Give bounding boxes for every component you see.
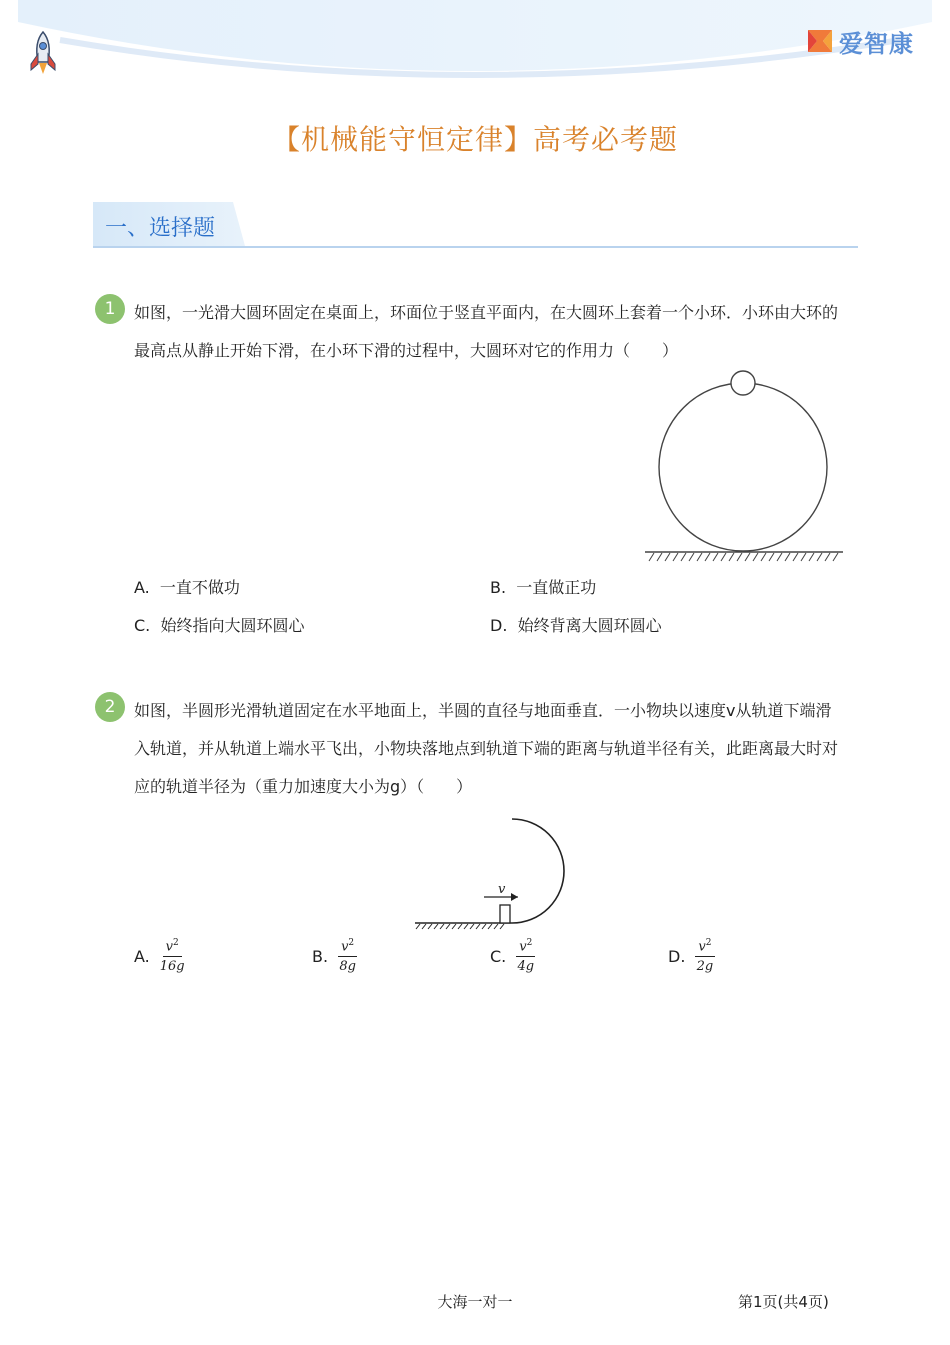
- fraction: [338, 938, 357, 974]
- brand-logo: [805, 24, 925, 58]
- option-a[interactable]: [134, 938, 185, 974]
- option-text: 一直做正功: [516, 578, 597, 597]
- fraction: [516, 938, 535, 974]
- document-title: 【机械能守恒定律】高考必考题: [271, 123, 678, 156]
- option-label: D.: [668, 946, 686, 966]
- numerator: v: [341, 939, 349, 955]
- denominator: 8g: [339, 959, 356, 975]
- option-b[interactable]: [490, 575, 596, 598]
- fraction: [695, 938, 714, 974]
- option-c[interactable]: [134, 613, 304, 636]
- ring-on-table-figure: [640, 365, 850, 565]
- option-label: C.: [490, 946, 507, 966]
- option-b[interactable]: [312, 938, 357, 974]
- exponent: 2: [348, 938, 355, 948]
- option-label: D.: [490, 616, 508, 635]
- question-2-text: 如图，半圆形光滑轨道固定在水平地面上，半圆的直径与地面垂直．一小物块以速度v从轨道下端滑入轨道，并从轨道上端水平飞出，小物块落地点到轨道下端的距离与轨道半径有关，此距离最大时对应的轨道半径为（重力加速度大小为g）（ ）: [134, 701, 839, 796]
- denominator: 2g: [696, 959, 714, 975]
- option-label: B.: [490, 578, 507, 597]
- option-text: 始终指向大圆环圆心: [160, 616, 305, 635]
- option-c[interactable]: [490, 938, 535, 974]
- brand-name: 爱智康: [839, 29, 914, 58]
- footer-text: 大海一对一: [437, 1293, 513, 1311]
- exponent: 2: [173, 938, 179, 948]
- numerator: v: [519, 939, 527, 955]
- question-1-text: 如图，一光滑大圆环固定在桌面上，环面位于竖直平面内，在大圆环上套着一个小环．小环由大环的最高点从静止开始下滑，在小环下滑的过程中，大圆环对它的作用力（ ）: [134, 303, 839, 360]
- denominator: 16g: [159, 959, 185, 975]
- fraction: [160, 938, 185, 974]
- option-label: C.: [134, 616, 151, 635]
- option-label: A.: [134, 578, 150, 597]
- rocket-icon: [26, 30, 60, 76]
- numerator: v: [698, 939, 706, 955]
- option-text: 一直不做功: [159, 578, 240, 597]
- semicircle-track-figure: [410, 815, 570, 933]
- section-header: [93, 202, 858, 250]
- option-text: 始终背离大圆环圆心: [517, 616, 662, 635]
- velocity-label: v: [498, 882, 506, 897]
- denominator: 4g: [517, 959, 535, 975]
- option-d[interactable]: [668, 938, 715, 974]
- option-label: A.: [134, 946, 150, 966]
- section-heading: 一、选择题: [105, 216, 216, 241]
- numerator: v: [165, 939, 173, 955]
- exponent: 2: [705, 938, 712, 948]
- page-number: 第1页(共4页): [738, 1293, 829, 1311]
- question-number-badge: 2: [95, 692, 125, 722]
- brand-mark-icon: [805, 26, 835, 56]
- option-d[interactable]: [490, 613, 662, 636]
- option-label: B.: [312, 946, 329, 966]
- exponent: 2: [526, 938, 533, 948]
- option-a[interactable]: [134, 575, 240, 598]
- question-number-badge: 1: [95, 294, 125, 324]
